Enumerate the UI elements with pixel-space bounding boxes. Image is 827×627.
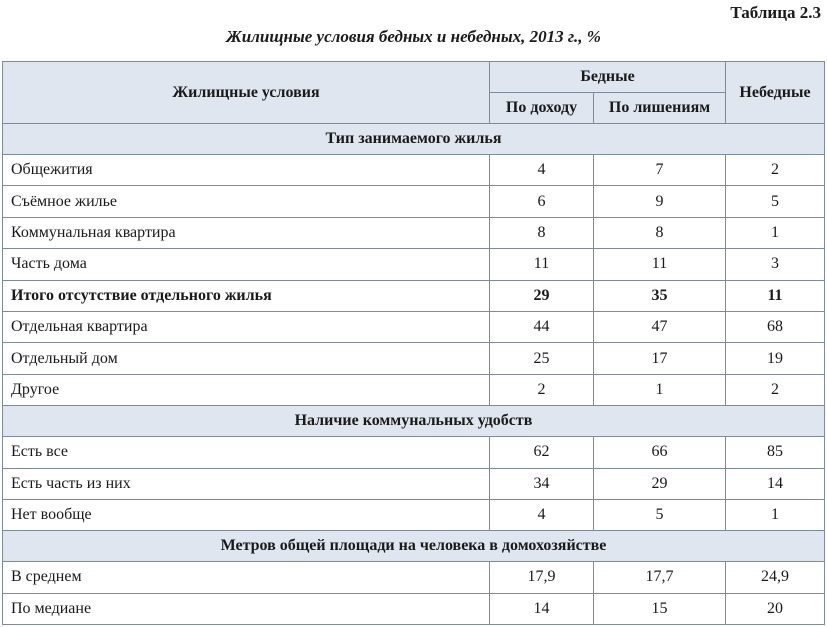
cell-poor-deprivation: 1 — [594, 374, 726, 405]
cell-poor-deprivation: 15 — [594, 593, 726, 624]
cell-poor-deprivation: 47 — [594, 311, 726, 342]
cell-poor-income: 44 — [490, 311, 594, 342]
table-body — [3, 124, 825, 625]
table-row — [3, 155, 825, 186]
header-poor-income: По доходу — [490, 93, 594, 124]
cell-poor-deprivation: 29 — [594, 468, 726, 499]
section-title: Метров общей площади на человека в домохозяйстве — [3, 531, 825, 562]
cell-poor-income: 2 — [490, 374, 594, 405]
section-title: Наличие коммунальных удобств — [3, 406, 825, 437]
cell-nonpoor: 14 — [726, 468, 825, 499]
table-row — [3, 374, 825, 405]
cell-nonpoor: 2 — [726, 374, 825, 405]
table-title: Жилищные условия бедных и небедных, 2013 г., % — [226, 27, 601, 46]
table-header — [3, 62, 825, 124]
table-row — [3, 217, 825, 248]
cell-poor-deprivation: 11 — [594, 249, 726, 280]
section-header-row — [3, 406, 825, 437]
housing-conditions-table — [2, 61, 825, 625]
row-label: Другое — [3, 374, 490, 405]
table-row — [3, 468, 825, 499]
table-row — [3, 562, 825, 593]
cell-nonpoor: 85 — [726, 437, 825, 468]
cell-nonpoor: 3 — [726, 249, 825, 280]
header-conditions: Жилищные условия — [3, 62, 490, 124]
cell-nonpoor: 20 — [726, 593, 825, 624]
cell-poor-deprivation: 5 — [594, 499, 726, 530]
table-row — [3, 249, 825, 280]
table-number: Таблица 2.3 — [730, 3, 821, 22]
cell-nonpoor: 2 — [726, 155, 825, 186]
section-header-row — [3, 124, 825, 155]
section-title: Тип занимаемого жилья — [3, 124, 825, 155]
row-label: Отдельный дом — [3, 343, 490, 374]
cell-poor-income: 62 — [490, 437, 594, 468]
cell-poor-income: 17,9 — [490, 562, 594, 593]
row-label: Отдельная квартира — [3, 311, 490, 342]
table-row — [3, 437, 825, 468]
table-row — [3, 311, 825, 342]
header-poor: Бедные — [490, 62, 726, 93]
row-label: Часть дома — [3, 249, 490, 280]
section-header-row — [3, 531, 825, 562]
cell-nonpoor: 24,9 — [726, 562, 825, 593]
row-label: Коммунальная квартира — [3, 217, 490, 248]
cell-poor-deprivation: 17 — [594, 343, 726, 374]
cell-poor-income: 11 — [490, 249, 594, 280]
cell-poor-income: 34 — [490, 468, 594, 499]
header-nonpoor: Небедные — [726, 62, 825, 124]
table-row — [3, 343, 825, 374]
cell-poor-income: 4 — [490, 155, 594, 186]
cell-poor-income: 6 — [490, 186, 594, 217]
cell-poor-deprivation: 9 — [594, 186, 726, 217]
row-label: В среднем — [3, 562, 490, 593]
row-label: Нет вообще — [3, 499, 490, 530]
table-row — [3, 280, 825, 311]
cell-poor-income: 4 — [490, 499, 594, 530]
cell-poor-deprivation: 8 — [594, 217, 726, 248]
cell-poor-income: 25 — [490, 343, 594, 374]
row-label: Съёмное жилье — [3, 186, 490, 217]
table-row — [3, 593, 825, 624]
cell-nonpoor: 68 — [726, 311, 825, 342]
cell-nonpoor: 19 — [726, 343, 825, 374]
cell-poor-income: 29 — [490, 280, 594, 311]
cell-nonpoor: 11 — [726, 280, 825, 311]
cell-poor-income: 8 — [490, 217, 594, 248]
table-row — [3, 186, 825, 217]
cell-nonpoor: 5 — [726, 186, 825, 217]
cell-nonpoor: 1 — [726, 499, 825, 530]
table-row — [3, 499, 825, 530]
cell-poor-deprivation: 7 — [594, 155, 726, 186]
cell-poor-deprivation: 66 — [594, 437, 726, 468]
cell-poor-income: 14 — [490, 593, 594, 624]
row-label: Итого отсутствие отдельного жилья — [3, 280, 490, 311]
row-label: Есть все — [3, 437, 490, 468]
row-label: Есть часть из них — [3, 468, 490, 499]
row-label: По медиане — [3, 593, 490, 624]
cell-poor-deprivation: 35 — [594, 280, 726, 311]
cell-poor-deprivation: 17,7 — [594, 562, 726, 593]
cell-nonpoor: 1 — [726, 217, 825, 248]
row-label: Общежития — [3, 155, 490, 186]
header-poor-deprivation: По лишениям — [594, 93, 726, 124]
